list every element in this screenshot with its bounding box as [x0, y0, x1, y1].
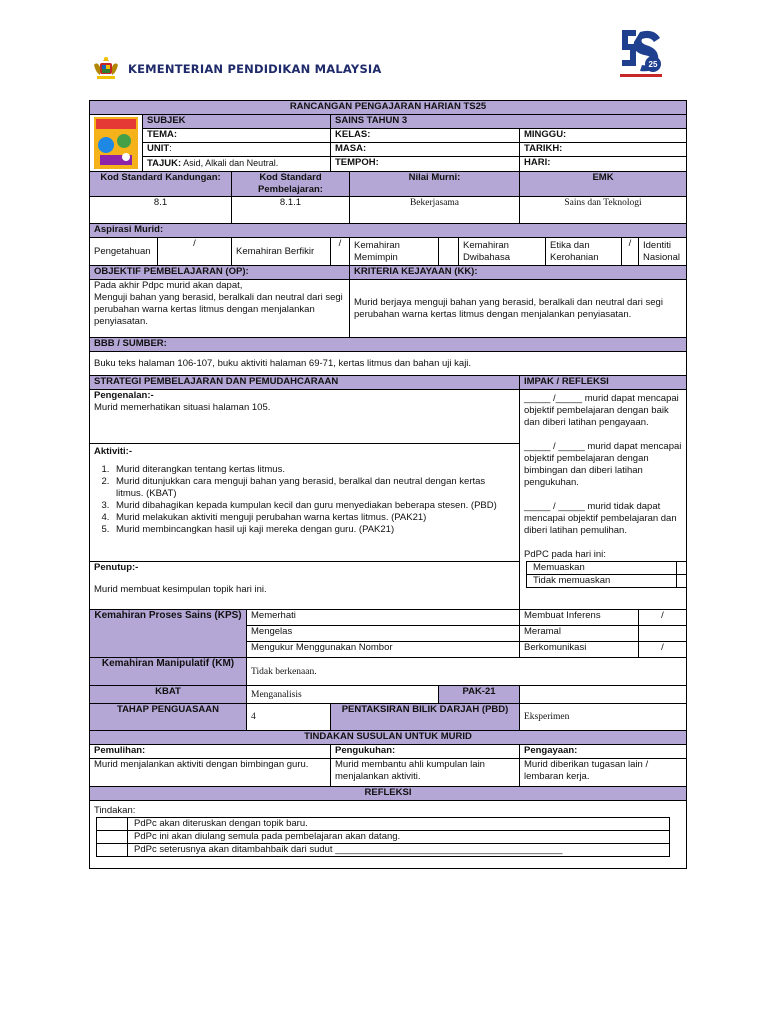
pdpc-rating-table [526, 561, 687, 588]
penutup-label: Penutup:- [94, 562, 139, 573]
kelas-label: KELAS: [331, 129, 520, 143]
kps-mark [639, 626, 687, 642]
tahap-label: TAHAP PENGUASAAN [90, 704, 247, 731]
hari-label: HARI: [520, 157, 687, 172]
refleksi-checkbox[interactable] [97, 818, 128, 831]
op-line-2: Menguji bahan yang berasid, beralkali dan neutral dari segi perubahan warna kertas litmus dengan menjalankan penyiasatan. [94, 292, 343, 327]
ts25-logo-icon [616, 26, 666, 82]
aspirasi-item-label: Pengetahuan [90, 238, 158, 266]
kps-item: Mengukur Menggunakan Nombor [247, 642, 520, 658]
kps-item: Mengelas [247, 626, 520, 642]
aspirasi-label: Aspirasi Murid: [90, 224, 687, 238]
memuaskan-checkbox[interactable] [677, 562, 687, 575]
ksp-value: 8.1.1 [232, 197, 350, 224]
pengayaan-label: Pengayaan: [520, 745, 687, 759]
pbd-label: PENTAKSIRAN BILIK DARJAH (PBD) [331, 704, 520, 731]
refleksi-option: PdPc ini akan diulang semula pada pembelajaran akan datang. [128, 831, 670, 844]
kps-item: Berkomunikasi [520, 642, 639, 658]
refleksi-checkbox[interactable] [97, 831, 128, 844]
tarikh-label: TARIKH: [520, 143, 687, 157]
list-item: 5. Murid membincangkan hasil uji kaji mereka dengan guru. (PAK21) [112, 524, 515, 536]
aspirasi-mark [439, 238, 459, 266]
kps-item: Meramal [520, 626, 639, 642]
aktiviti-cell [90, 444, 520, 562]
kps-item: Membuat Inferens [520, 610, 639, 626]
textbook-cover-icon [94, 117, 138, 169]
op-label: OBJEKTIF PEMBELAJARAN (OP): [90, 266, 350, 280]
aspirasi-item-label: Kemahiran Dwibahasa [459, 238, 546, 266]
kbat-label: KBAT [90, 686, 247, 704]
emk-value: Sains dan Teknologi [520, 197, 687, 224]
aspirasi-mark: / [331, 238, 350, 266]
tajuk-cell [143, 157, 331, 172]
refleksi-option: PdPc seterusnya akan ditambahbaik dari sudut ___________________________________________ [128, 844, 670, 857]
pbd-value: Eksperimen [520, 704, 687, 731]
refleksi-options-table [96, 817, 670, 857]
unit-cell [143, 143, 331, 157]
tempoh-label: TEMPOH: [331, 157, 520, 172]
km-value: Tidak berkenaan. [247, 658, 687, 686]
kk-text: Murid berjaya menguji bahan yang berasid, beralkali dan neutral dari segi perubahan warna kertas litmus dengan menjalankan penyiasatan. [350, 280, 687, 338]
aspirasi-item-label: Kemahiran Berfikir [232, 238, 331, 266]
op-cell [90, 280, 350, 338]
aspirasi-item-label: Identiti Nasional [639, 238, 687, 266]
strategi-label: STRATEGI PEMBELAJARAN DAN PEMUDAHCARAAN [90, 376, 520, 390]
pengenalan-cell [90, 390, 520, 444]
kk-label: KRITERIA KEJAYAAN (KK): [350, 266, 687, 280]
form-title: RANCANGAN PENGAJARAN HARIAN TS25 [90, 101, 687, 115]
bbb-label: BBB / SUMBER: [90, 338, 687, 352]
tajuk-label: TAJUK: [147, 158, 182, 169]
pak-value [520, 686, 687, 704]
penutup-cell [90, 562, 520, 610]
masa-label: MASA: [331, 143, 520, 157]
ministry-name: KEMENTERIAN PENDIDIKAN MALAYSIA [128, 62, 382, 76]
emk-label: EMK [520, 172, 687, 197]
tidak-memuaskan-label: Tidak memuaskan [527, 575, 677, 588]
subjek-value: SAINS TAHUN 3 [331, 115, 687, 129]
unit-colon: : [169, 143, 172, 154]
km-label: Kemahiran Manipulatif (KM) [90, 658, 247, 686]
memuaskan-label: Memuaskan [527, 562, 677, 575]
logo-number: 25 [648, 60, 658, 69]
list-item: 2. Murid ditunjukkan cara menguji bahan yang berasid, beralkal dan neutral dengan kertas litmus. (KBAT) [112, 476, 515, 500]
ksp-label: Kod Standard Pembelajaran: [232, 172, 350, 197]
aspirasi-mark: / [622, 238, 639, 266]
subjek-label: SUBJEK [143, 115, 331, 129]
nilai-value: Bekerjasama [350, 197, 520, 224]
list-item: 1. Murid diterangkan tentang kertas litmus. [112, 464, 515, 476]
kps-mark: / [639, 610, 687, 626]
pengenalan-text: Murid memerhatikan situasi halaman 105. [94, 402, 271, 413]
tidak-memuaskan-checkbox[interactable] [677, 575, 687, 588]
ksk-value: 8.1 [90, 197, 232, 224]
kps-mark: / [639, 642, 687, 658]
tajuk-value: Asid, Alkali dan Neutral. [181, 158, 279, 168]
pemulihan-label: Pemulihan: [90, 745, 331, 759]
refleksi-checkbox[interactable] [97, 844, 128, 857]
aspirasi-item-label: Etika dan Kerohanian [546, 238, 622, 266]
impak-line-2: _____ / _____ murid dapat mencapai objektif pembelajaran dengan bimbingan dan diberi latihan pengukuhan. [524, 441, 682, 488]
aspirasi-mark: / [158, 238, 232, 266]
pemulihan-text: Murid menjalankan aktiviti dengan bimbingan guru. [90, 759, 331, 787]
penutup-text: Murid membuat kesimpulan topik hari ini. [94, 584, 267, 595]
aktiviti-list [94, 464, 515, 536]
nilai-label: Nilai Murni: [350, 172, 520, 197]
list-item: 4. Murid melakukan aktiviti menguji perubahan warna kertas litmus. (PAK21) [112, 512, 515, 524]
aspirasi-row [90, 238, 687, 266]
pengukuhan-text: Murid membantu ahli kumpulan lain menjalankan aktiviti. [331, 759, 520, 787]
tindakan-label: TINDAKAN SUSULAN UNTUK MURID [90, 731, 687, 745]
pengayaan-text: Murid diberikan tugasan lain / lembaran kerja. [520, 759, 687, 787]
kps-label: Kemahiran Proses Sains (KPS) [90, 610, 247, 658]
impak-line-1: _____ /_____ murid dapat mencapai objektif pembelajaran dengan baik dan diberi latihan pengayaan. [524, 393, 679, 428]
tahap-value: 4 [247, 704, 331, 731]
impak-line-3: _____ / _____ murid tidak dapat mencapai objektif pembelajaran dan diberi latihan pemulihan. [524, 501, 677, 536]
pdpc-label: PdPC pada hari ini: [524, 549, 606, 560]
aktiviti-label: Aktiviti:- [94, 446, 132, 457]
pengenalan-label: Pengenalan:- [94, 390, 154, 401]
ksk-label: Kod Standard Kandungan: [90, 172, 232, 197]
kps-item: Memerhati [247, 610, 520, 626]
unit-label: UNIT [147, 143, 170, 154]
kbat-value: Menganalisis [247, 686, 439, 704]
textbook-thumbnail [90, 115, 143, 172]
bbb-text: Buku teks halaman 106-107, buku aktiviti halaman 69-71, kertas litmus dan bahan uji kaji. [90, 352, 687, 376]
page-header [0, 0, 768, 100]
op-line-1: Pada akhir Pdpc murid akan dapat, [94, 280, 243, 291]
impak-cell [520, 390, 687, 610]
minggu-label: MINGGU: [520, 129, 687, 143]
pak-label: PAK-21 [439, 686, 520, 704]
lesson-plan-table [89, 100, 687, 869]
refleksi-option: PdPc akan diteruskan dengan topik baru. [128, 818, 670, 831]
refleksi-cell [90, 801, 687, 869]
list-item: 3. Murid dibahagikan kepada kumpulan kecil dan guru menyediakan beberapa stesen. (PBD) [112, 500, 515, 512]
aspirasi-item-label: Kemahiran Memimpin [350, 238, 439, 266]
tema-label: TEMA: [143, 129, 331, 143]
malaysia-crest-icon [92, 55, 120, 81]
pengukuhan-label: Pengukuhan: [331, 745, 520, 759]
impak-label: IMPAK / REFLEKSI [520, 376, 687, 390]
refleksi-label: REFLEKSI [90, 787, 687, 801]
tindakan-text: Tindakan: [94, 805, 136, 816]
